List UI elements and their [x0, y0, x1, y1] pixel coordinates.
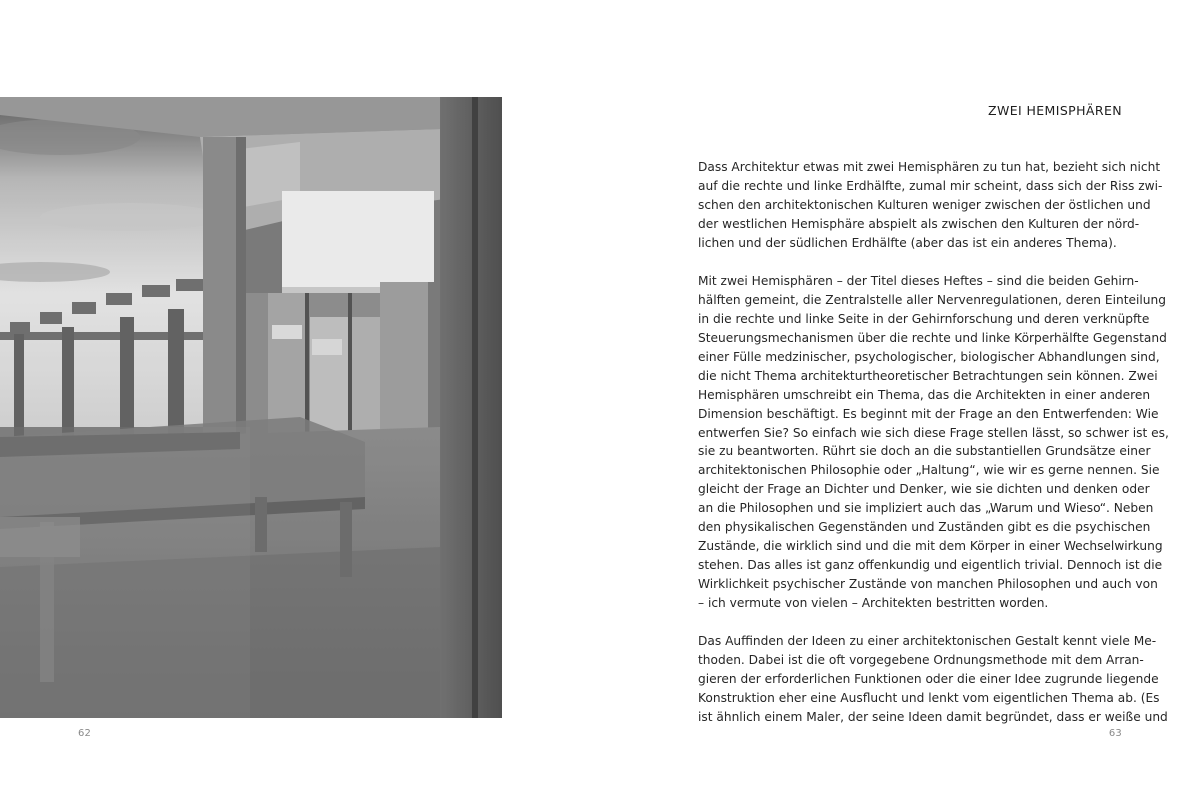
text-line: Mit zwei Hemisphären – der Titel dieses Heftes – sind die beiden Gehirn- — [698, 274, 1139, 289]
text-line: Steuerungsmechanismen über die rechte und linke Körperhälfte Gegenstand — [698, 331, 1167, 346]
text-line: an die Philosophen und sie impliziert auch das „Warum und Wieso“. Neben — [698, 501, 1154, 516]
text-line: hälften gemeint, die Zentralstelle aller Nervenregulationen, deren Einteilung — [698, 293, 1166, 308]
text-line: die nicht Thema architekturtheoretischer Betrachtungen sein können. Zwei — [698, 368, 1158, 383]
paragraph — [698, 158, 1163, 252]
body-text — [698, 158, 1169, 747]
chapter-heading: ZWEI HEMISPHÄREN — [987, 103, 1122, 118]
page-number-left: 62 — [78, 728, 92, 739]
text-line: schen den architektonischen Kulturen weniger zwischen der östlichen und — [698, 197, 1151, 212]
text-line: Zustände, die wirklich sind und die mit dem Körper in einer Wechselwirkung — [698, 538, 1163, 553]
text-line: Dass Architektur etwas mit zwei Hemisphären zu tun hat, bezieht sich nicht — [698, 160, 1161, 174]
text-line: in die rechte und linke Seite in der Gehirnforschung und deren verknüpfte — [698, 312, 1150, 327]
paragraph — [698, 272, 1169, 612]
text-line: thoden. Dabei ist die oft vorgegebene Ordnungsmethode mit dem Arran- — [698, 653, 1144, 668]
text-line: Hemisphären umschreibt ein Thema, das die Architekten in einer anderen — [698, 387, 1151, 402]
text-line: stehen. Das alles ist ganz offenkundig und eigentlich trivial. Dennoch ist die — [698, 557, 1163, 572]
text-line: einer Fülle medzinischer, psychologischer, biologischer Abhandlungen sind, — [698, 350, 1160, 365]
text-line: Konstruktion eher eine Ausflucht und lenkt vom eigentlichen Thema ab. (Es — [698, 691, 1160, 706]
page-number-right: 63 — [1108, 728, 1122, 739]
text-line: Wirklichkeit psychischer Zustände von manchen Philosophen und auch von — [698, 576, 1158, 591]
text-line: gieren der erforderlichen Funktionen oder die einer Idee zugrunde liegende — [698, 672, 1159, 687]
architecture-photo-icon — [0, 97, 502, 718]
architecture-photo — [0, 97, 502, 718]
text-line: auf die rechte und linke Erdhälfte, zumal mir scheint, dass sich der Riss zwi- — [698, 178, 1163, 193]
text-line: Das Auffinden der Ideen zu einer architektonischen Gestalt kennt viele Me- — [698, 634, 1157, 649]
paragraph — [698, 632, 1168, 726]
text-line: – ich vermute von vielen – Architekten bestritten worden. — [698, 595, 1049, 610]
text-line: den physikalischen Gegenständen und Zuständen gibt es die psychischen — [698, 520, 1151, 535]
text-line: lichen und der südlichen Erdhälfte (aber das ist ein anderes Thema). — [698, 235, 1117, 250]
text-line: architektonischen Philosophie oder „Haltung“, wie wir es gerne nennen. Sie — [698, 463, 1160, 478]
text-line: ist ähnlich einem Maler, der seine Ideen damit begründet, dass er weiße und — [698, 710, 1168, 725]
text-line: der westlichen Hemisphäre abspielt als zwischen den Kulturen der nörd- — [698, 216, 1140, 231]
text-line: gleicht der Frage an Dichter und Denker, wie sie dichten und denken oder — [698, 482, 1150, 497]
text-line: entwerfen Sie? So einfach wie sich diese Frage stellen lässt, so schwer ist es, — [698, 425, 1169, 440]
text-line: sie zu beantworten. Rührt sie doch an die substantiellen Grundsätze einer — [698, 444, 1151, 459]
text-line: Dimension beschäftigt. Es beginnt mit der Frage an den Entwerfenden: Wie — [698, 406, 1159, 421]
